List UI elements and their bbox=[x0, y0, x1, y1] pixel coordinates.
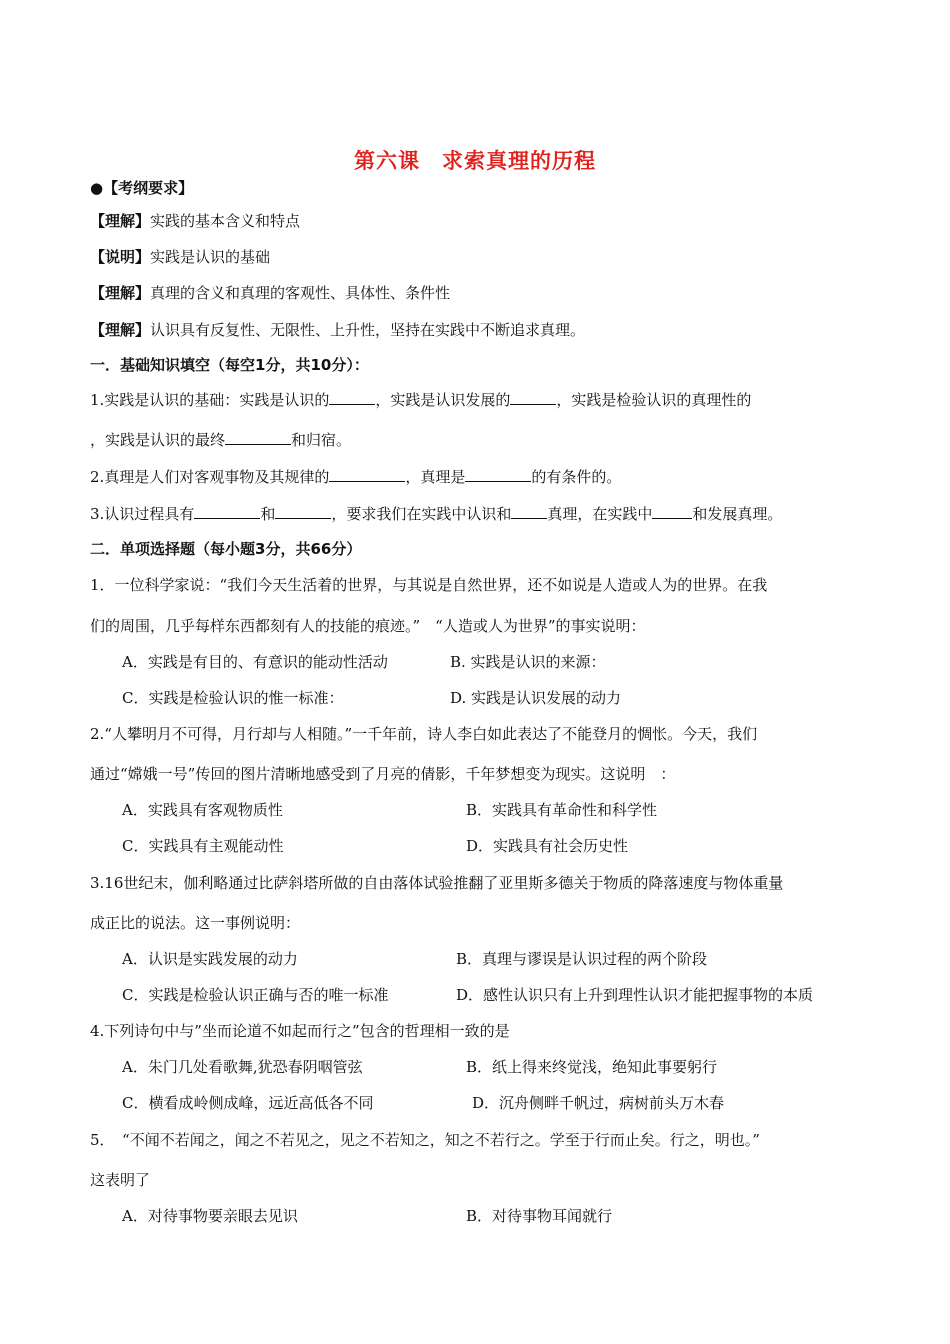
outline-item-text: 真理的含义和真理的客观性、具体性、条件性 bbox=[150, 284, 451, 302]
mcq-2-option-c[interactable]: C．实践具有主观能动性 bbox=[122, 837, 284, 855]
question-text: 的有条件的。 bbox=[531, 468, 622, 486]
mcq-5-option-b[interactable]: B．对待事物耳闻就行 bbox=[466, 1207, 613, 1225]
outline-item-tag: 【说明】 bbox=[90, 248, 151, 266]
answer-blank[interactable] bbox=[275, 504, 331, 519]
answer-blank[interactable] bbox=[511, 504, 547, 519]
question-text: ，实践是检验认识的真理性的 bbox=[556, 391, 752, 409]
mcq-5-option-a[interactable]: A．对待事物要亲眼去见识 bbox=[122, 1207, 298, 1225]
lesson-title: 第六课 求索真理的历程 bbox=[354, 149, 596, 173]
question-text: 和归宿。 bbox=[291, 431, 352, 449]
section2-heading: 二．单项选择题（每小题3分，共66分） bbox=[90, 540, 362, 558]
outline-item bbox=[90, 283, 450, 303]
mcq-3-option-a[interactable]: A．认识是实践发展的动力 bbox=[122, 950, 298, 968]
mcq-4-stem: 4.下列诗句中与”坐而论道不如起而行之”包含的哲理相一致的是 bbox=[90, 1022, 510, 1040]
fill-question-1-line1 bbox=[90, 390, 751, 410]
mcq-3-option-b[interactable]: B．真理与谬误是认识过程的两个阶段 bbox=[456, 950, 708, 968]
outline-item-tag: 【理解】 bbox=[90, 321, 151, 339]
mcq-2-stem-line1: 2.“人攀明月不可得，月行却与人相随。”一千年前，诗人李白如此表达了不能登月的惆怅。今天，我们 bbox=[90, 725, 758, 743]
mcq-5-stem-line2: 这表明了 bbox=[90, 1171, 151, 1189]
answer-blank[interactable] bbox=[225, 430, 291, 445]
question-text: 1.实践是认识的基础：实践是认识的 bbox=[90, 391, 330, 409]
fill-question-2 bbox=[90, 467, 621, 487]
mcq-2-option-a[interactable]: A．实践具有客观物质性 bbox=[122, 801, 283, 819]
mcq-2-stem-line2: 通过“嫦娥一号”传回的图片清晰地感受到了月亮的倩影，千年梦想变为现实。这说明 ： bbox=[90, 765, 676, 783]
mcq-1-option-a[interactable]: A．实践是有目的、有意识的能动性活动 bbox=[122, 653, 388, 671]
mcq-5-stem-line1: 5． “不闻不若闻之，闻之不若见之，见之不若知之，知之不若行之。学至于行而止矣。行之，明也。” bbox=[90, 1131, 760, 1149]
question-text: ，实践是认识的最终 bbox=[90, 431, 226, 449]
outline-item bbox=[90, 320, 585, 340]
mcq-1-option-c[interactable]: C．实践是检验认识的惟一标准： bbox=[122, 689, 344, 707]
outline-item bbox=[90, 247, 270, 267]
question-text: 3.认识过程具有 bbox=[90, 505, 195, 523]
fill-question-1-line2 bbox=[90, 430, 351, 450]
outline-header: ●【考纲要求】 bbox=[90, 179, 194, 197]
section1-heading: 一．基础知识填空（每空1分，共10分）： bbox=[90, 356, 369, 374]
mcq-1-option-b[interactable]: B. 实践是认识的来源： bbox=[450, 653, 606, 671]
mcq-3-stem-line2: 成正比的说法。这一事例说明： bbox=[90, 914, 301, 932]
answer-blank[interactable] bbox=[465, 467, 531, 482]
question-text: 2.真理是人们对客观事物及其规律的 bbox=[90, 468, 330, 486]
answer-blank[interactable] bbox=[329, 390, 375, 405]
outline-item-text: 实践是认识的基础 bbox=[150, 248, 271, 266]
outline-item-text: 实践的基本含义和特点 bbox=[150, 212, 301, 230]
mcq-4-option-d[interactable]: D．沉舟侧畔千帆过，病树前头万木春 bbox=[472, 1094, 725, 1112]
answer-blank[interactable] bbox=[194, 504, 260, 519]
mcq-3-option-c[interactable]: C．实践是检验认识正确与否的唯一标准 bbox=[122, 986, 389, 1004]
mcq-3-stem-line1: 3.16世纪末，伽利略通过比萨斜塔所做的自由落体试验推翻了亚里斯多德关于物质的降落速度与物体重量 bbox=[90, 874, 784, 892]
answer-blank[interactable] bbox=[652, 504, 692, 519]
outline-item-tag: 【理解】 bbox=[90, 212, 151, 230]
mcq-3-option-d[interactable]: D．感性认识只有上升到理性认识才能把握事物的本质 bbox=[456, 986, 814, 1004]
question-text: 和 bbox=[260, 505, 276, 523]
outline-item bbox=[90, 211, 300, 231]
mcq-1-option-d[interactable]: D. 实践是认识发展的动力 bbox=[450, 689, 622, 707]
mcq-4-option-a[interactable]: A．朱门几处看歌舞,犹恐春阴咽管弦 bbox=[122, 1058, 363, 1076]
question-text: 和发展真理。 bbox=[692, 505, 783, 523]
outline-item-text: 认识具有反复性、无限性、上升性，坚持在实践中不断追求真理。 bbox=[150, 321, 586, 339]
question-text: ，真理是 bbox=[405, 468, 466, 486]
question-text: 真理，在实践中 bbox=[547, 505, 653, 523]
mcq-4-option-c[interactable]: C．横看成岭侧成峰，远近高低各不同 bbox=[122, 1094, 374, 1112]
question-text: ，实践是认识发展的 bbox=[375, 391, 511, 409]
mcq-1-stem-line1: 1．一位科学家说：“我们今天生活着的世界，与其说是自然世界，还不如说是人造或人为的世界。在我 bbox=[90, 576, 768, 594]
question-text: ，要求我们在实践中认识和 bbox=[331, 505, 512, 523]
answer-blank[interactable] bbox=[510, 390, 556, 405]
outline-item-tag: 【理解】 bbox=[90, 284, 151, 302]
answer-blank[interactable] bbox=[329, 467, 405, 482]
mcq-4-option-b[interactable]: B．纸上得来终觉浅，绝知此事要躬行 bbox=[466, 1058, 718, 1076]
mcq-2-option-b[interactable]: B．实践具有革命性和科学性 bbox=[466, 801, 658, 819]
mcq-1-stem-line2: 们的周围，几乎每样东西都刻有人的技能的痕迹。” “人造或人为世界”的事实说明： bbox=[90, 617, 646, 635]
mcq-2-option-d[interactable]: D．实践具有社会历史性 bbox=[466, 837, 629, 855]
fill-question-3 bbox=[90, 504, 782, 524]
